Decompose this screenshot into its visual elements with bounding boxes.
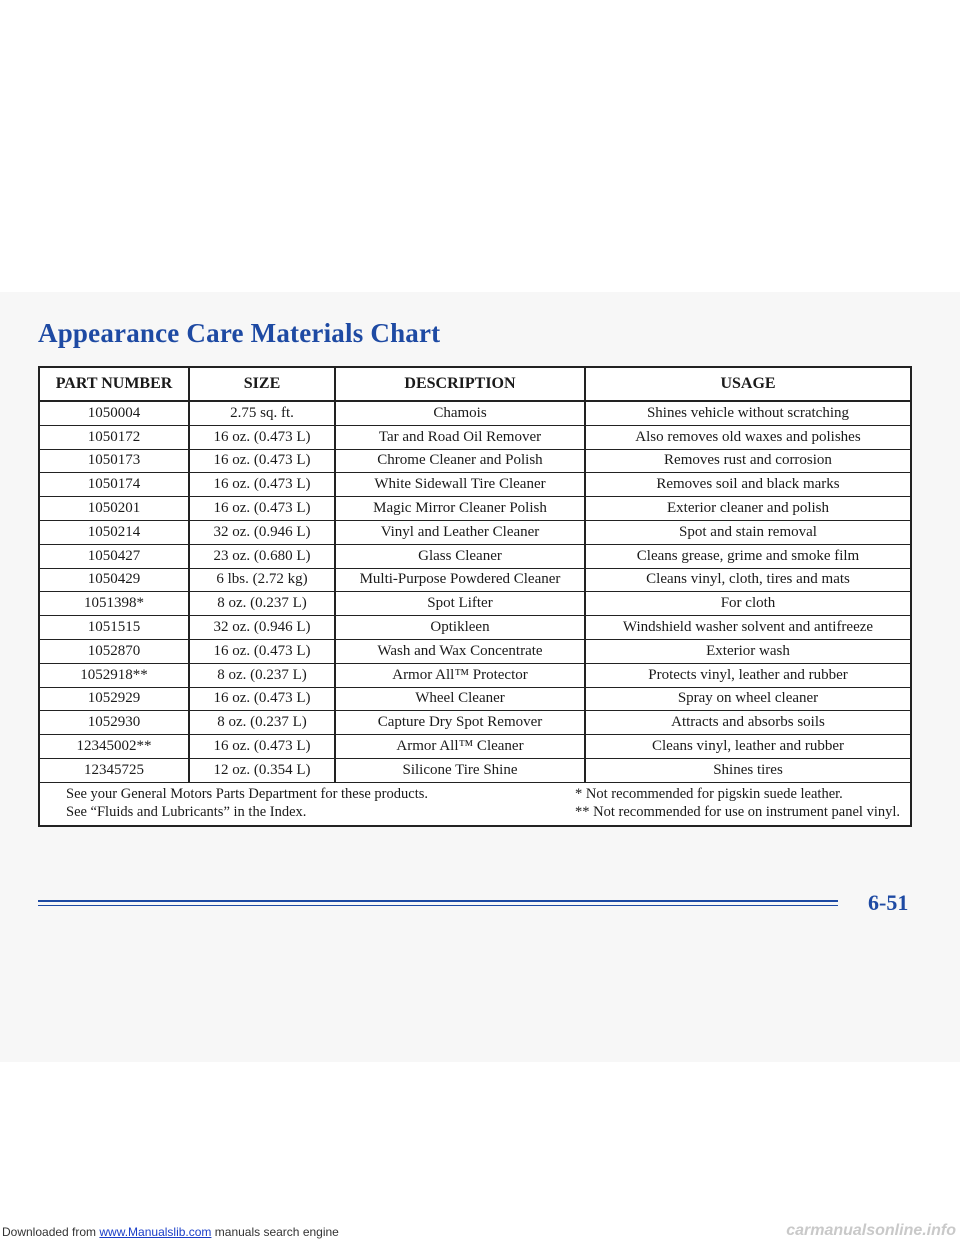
cell-size: 16 oz. (0.473 L) xyxy=(189,687,335,711)
manualslib-link[interactable]: www.Manualslib.com xyxy=(99,1225,212,1239)
cell-size: 6 lbs. (2.72 kg) xyxy=(189,568,335,592)
cell-size: 8 oz. (0.237 L) xyxy=(189,711,335,735)
cell-part-number: 1050173 xyxy=(40,449,189,473)
cell-part-number: 12345002** xyxy=(40,735,189,759)
table-header-row xyxy=(40,368,910,401)
table-row xyxy=(40,711,910,735)
table-row xyxy=(40,663,910,687)
cell-part-number: 1050172 xyxy=(40,425,189,449)
cell-part-number: 1052929 xyxy=(40,687,189,711)
table-row xyxy=(40,449,910,473)
cell-size: 32 oz. (0.946 L) xyxy=(189,616,335,640)
cell-description: Wheel Cleaner xyxy=(335,687,585,711)
cell-usage: Attracts and absorbs soils xyxy=(585,711,910,735)
materials-table xyxy=(40,368,910,783)
note-double-asterisk: ** Not recommended for use on instrument panel vinyl. xyxy=(575,803,900,820)
cell-usage: Exterior wash xyxy=(585,639,910,663)
cell-size: 16 oz. (0.473 L) xyxy=(189,735,335,759)
notes-right xyxy=(575,785,900,821)
cell-part-number: 1052918** xyxy=(40,663,189,687)
cell-usage: Also removes old waxes and polishes xyxy=(585,425,910,449)
cell-part-number: 1050004 xyxy=(40,401,189,425)
cell-size: 16 oz. (0.473 L) xyxy=(189,497,335,521)
cell-size: 32 oz. (0.946 L) xyxy=(189,520,335,544)
download-watermark xyxy=(0,1224,960,1242)
cell-part-number: 1051515 xyxy=(40,616,189,640)
chart-notes xyxy=(40,783,910,825)
cell-part-number: 1050174 xyxy=(40,473,189,497)
table-row xyxy=(40,616,910,640)
cell-usage: For cloth xyxy=(585,592,910,616)
watermark-prefix: Downloaded from xyxy=(2,1225,100,1239)
cell-usage: Windshield washer solvent and antifreeze xyxy=(585,616,910,640)
table-row xyxy=(40,544,910,568)
cell-size: 16 oz. (0.473 L) xyxy=(189,473,335,497)
cell-part-number: 1052870 xyxy=(40,639,189,663)
cell-part-number: 12345725 xyxy=(40,758,189,782)
table-row xyxy=(40,568,910,592)
cell-size: 8 oz. (0.237 L) xyxy=(189,592,335,616)
cell-part-number: 1050201 xyxy=(40,497,189,521)
cell-usage: Removes soil and black marks xyxy=(585,473,910,497)
cell-size: 23 oz. (0.680 L) xyxy=(189,544,335,568)
cell-part-number: 1050429 xyxy=(40,568,189,592)
cell-size: 12 oz. (0.354 L) xyxy=(189,758,335,782)
cell-part-number: 1052930 xyxy=(40,711,189,735)
header-part-number: PART NUMBER xyxy=(40,368,189,401)
cell-description: Spot Lifter xyxy=(335,592,585,616)
cell-description: White Sidewall Tire Cleaner xyxy=(335,473,585,497)
cell-usage: Exterior cleaner and polish xyxy=(585,497,910,521)
cell-usage: Spot and stain removal xyxy=(585,520,910,544)
table-row xyxy=(40,758,910,782)
table-row xyxy=(40,473,910,497)
table-row xyxy=(40,401,910,425)
cell-description: Armor All™ Cleaner xyxy=(335,735,585,759)
table-row xyxy=(40,735,910,759)
note-fluids-index: See “Fluids and Lubricants” in the Index. xyxy=(66,803,307,820)
header-size: SIZE xyxy=(189,368,335,401)
cell-size: 2.75 sq. ft. xyxy=(189,401,335,425)
note-parts-department: See your General Motors Parts Department for these products. xyxy=(66,785,428,802)
footer-rule xyxy=(38,898,838,908)
watermark-suffix: manuals search engine xyxy=(211,1225,339,1239)
header-description: DESCRIPTION xyxy=(335,368,585,401)
page-number: 6-51 xyxy=(868,890,909,915)
cell-description: Glass Cleaner xyxy=(335,544,585,568)
page-title: Appearance Care Materials Chart xyxy=(38,318,441,348)
table-row xyxy=(40,497,910,521)
cell-description: Optikleen xyxy=(335,616,585,640)
cell-usage: Cleans vinyl, cloth, tires and mats xyxy=(585,568,910,592)
header-usage: USAGE xyxy=(585,368,910,401)
cell-description: Chrome Cleaner and Polish xyxy=(335,449,585,473)
cell-part-number: 1050427 xyxy=(40,544,189,568)
materials-chart xyxy=(38,366,912,827)
cell-description: Tar and Road Oil Remover xyxy=(335,425,585,449)
table-row xyxy=(40,520,910,544)
table-row xyxy=(40,687,910,711)
cell-usage: Shines tires xyxy=(585,758,910,782)
cell-size: 16 oz. (0.473 L) xyxy=(189,449,335,473)
note-single-asterisk: * Not recommended for pigskin suede leather. xyxy=(575,785,843,802)
cell-part-number: 1050214 xyxy=(40,520,189,544)
cell-description: Silicone Tire Shine xyxy=(335,758,585,782)
cell-part-number: 1051398* xyxy=(40,592,189,616)
table-body xyxy=(40,401,910,782)
cell-description: Wash and Wax Concentrate xyxy=(335,639,585,663)
table-row xyxy=(40,425,910,449)
cell-size: 8 oz. (0.237 L) xyxy=(189,663,335,687)
cell-description: Multi-Purpose Powdered Cleaner xyxy=(335,568,585,592)
cell-usage: Shines vehicle without scratching xyxy=(585,401,910,425)
cell-description: Capture Dry Spot Remover xyxy=(335,711,585,735)
cell-size: 16 oz. (0.473 L) xyxy=(189,425,335,449)
cell-usage: Cleans grease, grime and smoke film xyxy=(585,544,910,568)
cell-size: 16 oz. (0.473 L) xyxy=(189,639,335,663)
cell-description: Magic Mirror Cleaner Polish xyxy=(335,497,585,521)
carmanualsonline-watermark: carmanualsonline.info xyxy=(786,1222,956,1239)
cell-usage: Cleans vinyl, leather and rubber xyxy=(585,735,910,759)
cell-description: Vinyl and Leather Cleaner xyxy=(335,520,585,544)
cell-usage: Protects vinyl, leather and rubber xyxy=(585,663,910,687)
cell-description: Chamois xyxy=(335,401,585,425)
notes-left xyxy=(66,785,428,821)
cell-usage: Removes rust and corrosion xyxy=(585,449,910,473)
table-row xyxy=(40,639,910,663)
cell-usage: Spray on wheel cleaner xyxy=(585,687,910,711)
watermark-text xyxy=(2,1225,339,1239)
table-row xyxy=(40,592,910,616)
cell-description: Armor All™ Protector xyxy=(335,663,585,687)
